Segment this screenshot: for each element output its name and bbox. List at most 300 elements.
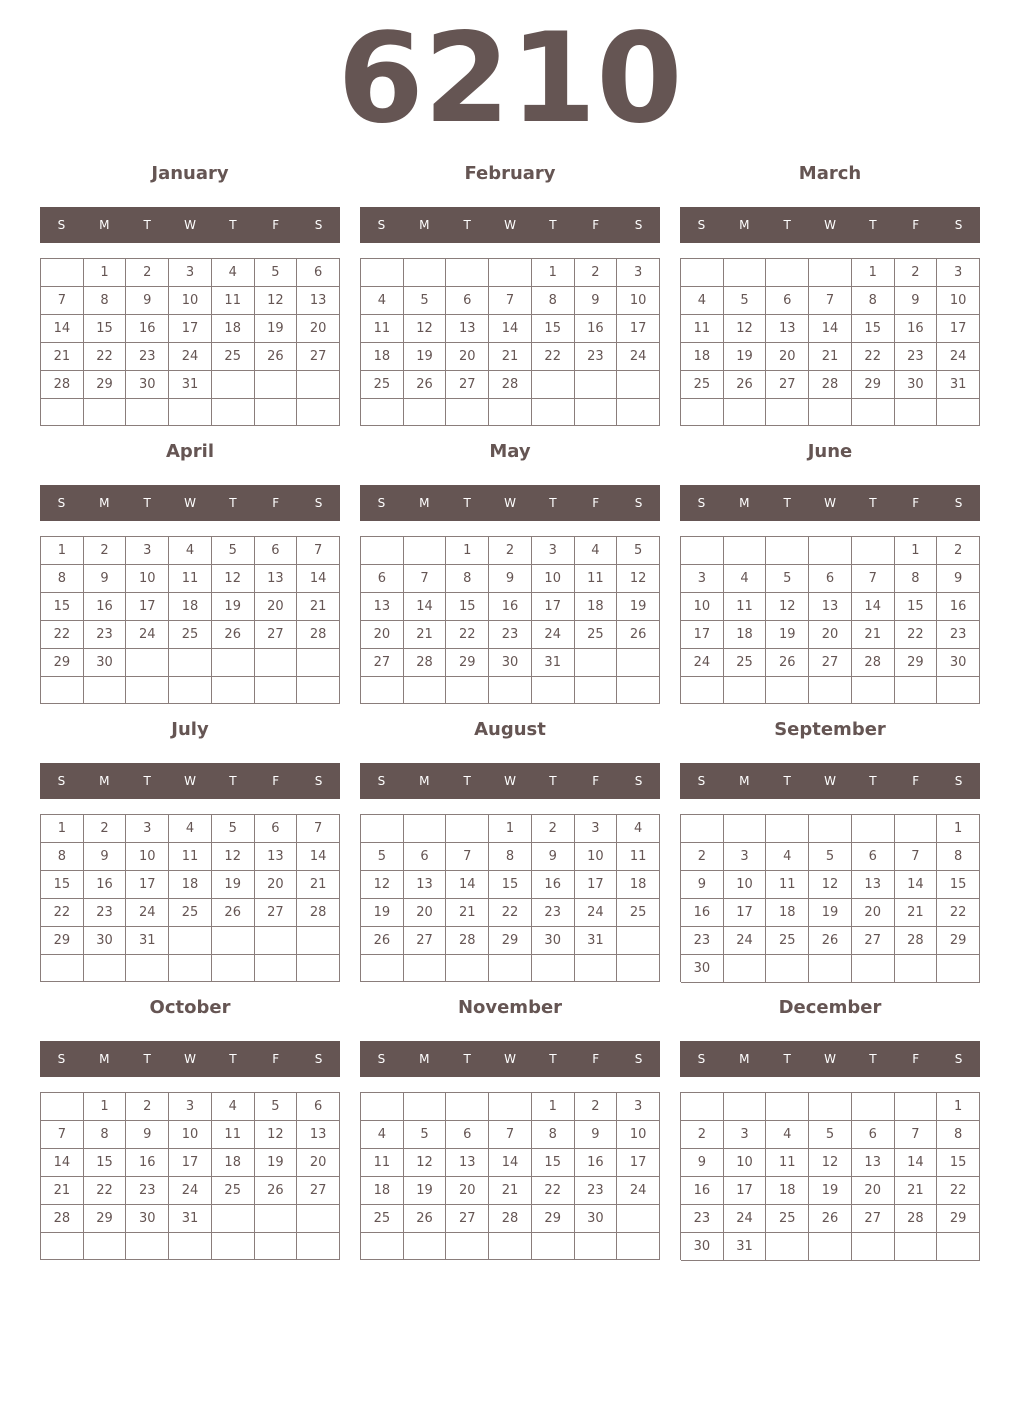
day-cell: 14	[895, 871, 938, 899]
day-cell: 29	[84, 1205, 127, 1233]
empty-cell	[255, 371, 298, 399]
empty-cell	[724, 677, 767, 704]
weekday-header	[40, 1041, 340, 1077]
day-cell: 20	[446, 343, 489, 371]
empty-cell	[297, 371, 340, 399]
empty-cell	[297, 927, 340, 955]
empty-cell	[169, 927, 212, 955]
day-cell: 21	[297, 593, 340, 621]
day-cell: 18	[169, 871, 212, 899]
empty-cell	[895, 399, 938, 426]
empty-cell	[297, 955, 340, 982]
weekday-label: S	[634, 1052, 643, 1066]
weekday-label: M	[99, 218, 110, 232]
day-cell: 16	[895, 315, 938, 343]
day-cell: 26	[766, 649, 809, 677]
weekday-header	[360, 485, 660, 521]
day-cell: 8	[489, 843, 532, 871]
weekday-label: T	[463, 496, 471, 510]
month-august	[360, 718, 660, 982]
day-cell: 5	[404, 287, 447, 315]
day-cell: 1	[41, 815, 84, 843]
day-cell: 24	[681, 649, 724, 677]
weekday-header	[40, 763, 340, 799]
empty-cell	[895, 677, 938, 704]
day-cell: 28	[895, 927, 938, 955]
weekday-label: T	[229, 496, 237, 510]
day-cell: 29	[41, 927, 84, 955]
day-cell: 13	[255, 843, 298, 871]
empty-cell	[532, 399, 575, 426]
empty-cell	[681, 1093, 724, 1121]
empty-cell	[724, 815, 767, 843]
weekday-label: T	[229, 218, 237, 232]
day-cell: 9	[681, 1149, 724, 1177]
day-cell: 21	[446, 899, 489, 927]
day-cell: 23	[575, 343, 618, 371]
day-cell: 24	[724, 927, 767, 955]
day-cell: 7	[489, 287, 532, 315]
empty-cell	[446, 955, 489, 982]
weekday-label: M	[739, 496, 750, 510]
day-cell: 27	[446, 371, 489, 399]
day-cell: 27	[766, 371, 809, 399]
day-cell: 24	[126, 899, 169, 927]
day-cell: 29	[532, 1205, 575, 1233]
empty-cell	[212, 371, 255, 399]
day-cell: 13	[852, 1149, 895, 1177]
day-cell: 29	[937, 927, 980, 955]
day-cell: 2	[126, 259, 169, 287]
day-cell: 20	[297, 1149, 340, 1177]
day-cell: 18	[212, 315, 255, 343]
empty-cell	[809, 1233, 852, 1261]
weekday-label: S	[634, 496, 643, 510]
empty-cell	[446, 677, 489, 704]
day-cell: 14	[895, 1149, 938, 1177]
day-cell: 4	[766, 1121, 809, 1149]
day-cell: 25	[361, 371, 404, 399]
empty-cell	[852, 537, 895, 565]
day-cell: 27	[297, 343, 340, 371]
day-cell: 27	[446, 1205, 489, 1233]
day-cell: 17	[617, 315, 660, 343]
empty-cell	[724, 537, 767, 565]
empty-cell	[724, 259, 767, 287]
year-title: 6210	[337, 7, 683, 151]
day-cell: 17	[724, 1177, 767, 1205]
day-cell: 2	[532, 815, 575, 843]
day-cell: 1	[937, 815, 980, 843]
empty-cell	[724, 399, 767, 426]
day-cell: 3	[532, 537, 575, 565]
day-cell: 27	[255, 899, 298, 927]
day-cell: 19	[809, 1177, 852, 1205]
empty-cell	[361, 259, 404, 287]
day-cell: 27	[852, 1205, 895, 1233]
day-cell: 4	[766, 843, 809, 871]
day-cell: 18	[212, 1149, 255, 1177]
day-cell: 1	[532, 1093, 575, 1121]
weekday-header	[680, 207, 980, 243]
day-cell: 11	[212, 1121, 255, 1149]
weekday-label: W	[184, 774, 196, 788]
day-cell: 5	[809, 1121, 852, 1149]
day-cell: 12	[361, 871, 404, 899]
day-cell: 1	[937, 1093, 980, 1121]
day-cell: 18	[724, 621, 767, 649]
day-cell: 24	[617, 343, 660, 371]
day-cell: 6	[404, 843, 447, 871]
weekday-label: W	[504, 218, 516, 232]
empty-cell	[681, 677, 724, 704]
empty-cell	[41, 399, 84, 426]
day-cell: 20	[404, 899, 447, 927]
day-cell: 5	[724, 287, 767, 315]
weekday-label: T	[783, 218, 791, 232]
day-cell: 5	[212, 815, 255, 843]
empty-cell	[255, 1205, 298, 1233]
weekday-label: F	[592, 218, 600, 232]
empty-cell	[361, 1093, 404, 1121]
day-cell: 21	[41, 1177, 84, 1205]
empty-cell	[84, 1233, 127, 1260]
weekday-label: F	[272, 496, 280, 510]
day-cell: 28	[41, 1205, 84, 1233]
day-cell: 12	[617, 565, 660, 593]
day-cell: 30	[489, 649, 532, 677]
day-grid	[40, 1092, 340, 1260]
day-cell: 10	[532, 565, 575, 593]
day-cell: 7	[852, 565, 895, 593]
day-cell: 19	[212, 593, 255, 621]
empty-cell	[681, 815, 724, 843]
empty-cell	[766, 537, 809, 565]
day-cell: 23	[84, 899, 127, 927]
day-cell: 20	[852, 1177, 895, 1205]
empty-cell	[212, 955, 255, 982]
weekday-label: T	[783, 1052, 791, 1066]
empty-cell	[489, 259, 532, 287]
day-cell: 4	[724, 565, 767, 593]
month-name: June	[807, 441, 853, 462]
day-cell: 19	[724, 343, 767, 371]
day-cell: 10	[575, 843, 618, 871]
month-march	[680, 162, 980, 426]
empty-cell	[84, 677, 127, 704]
day-cell: 22	[937, 1177, 980, 1205]
empty-cell	[489, 1233, 532, 1260]
day-cell: 16	[532, 871, 575, 899]
month-november	[360, 996, 660, 1260]
empty-cell	[809, 537, 852, 565]
day-cell: 3	[937, 259, 980, 287]
day-cell: 9	[575, 287, 618, 315]
day-cell: 28	[297, 621, 340, 649]
empty-cell	[126, 1233, 169, 1260]
day-cell: 18	[766, 1177, 809, 1205]
day-cell: 28	[809, 371, 852, 399]
weekday-header	[360, 1041, 660, 1077]
weekday-label: T	[143, 774, 151, 788]
empty-cell	[169, 649, 212, 677]
weekday-label: T	[229, 1052, 237, 1066]
day-cell: 28	[41, 371, 84, 399]
day-cell: 20	[809, 621, 852, 649]
empty-cell	[212, 927, 255, 955]
day-cell: 13	[297, 1121, 340, 1149]
day-cell: 31	[724, 1233, 767, 1261]
day-cell: 4	[169, 815, 212, 843]
day-cell: 25	[212, 343, 255, 371]
day-cell: 17	[681, 621, 724, 649]
empty-cell	[852, 815, 895, 843]
day-cell: 21	[404, 621, 447, 649]
weekday-label: S	[634, 218, 643, 232]
day-cell: 19	[361, 899, 404, 927]
weekday-label: T	[783, 496, 791, 510]
day-cell: 25	[169, 899, 212, 927]
day-cell: 5	[766, 565, 809, 593]
day-cell: 9	[126, 287, 169, 315]
day-cell: 11	[681, 315, 724, 343]
weekday-label: T	[869, 218, 877, 232]
empty-cell	[532, 1233, 575, 1260]
weekday-label: M	[419, 496, 430, 510]
empty-cell	[937, 399, 980, 426]
day-cell: 10	[724, 1149, 767, 1177]
weekday-label: F	[592, 774, 600, 788]
day-cell: 2	[681, 1121, 724, 1149]
empty-cell	[126, 955, 169, 982]
weekday-label: T	[869, 774, 877, 788]
month-name: December	[778, 997, 882, 1018]
day-cell: 4	[361, 1121, 404, 1149]
day-cell: 31	[532, 649, 575, 677]
day-cell: 18	[681, 343, 724, 371]
day-cell: 24	[532, 621, 575, 649]
empty-cell	[212, 399, 255, 426]
weekday-label: S	[377, 218, 386, 232]
weekday-label: S	[57, 1052, 66, 1066]
empty-cell	[361, 1233, 404, 1260]
weekday-label: M	[739, 1052, 750, 1066]
day-grid	[360, 814, 660, 982]
day-cell: 7	[446, 843, 489, 871]
day-cell: 8	[852, 287, 895, 315]
day-cell: 6	[852, 843, 895, 871]
day-cell: 24	[169, 343, 212, 371]
day-cell: 17	[532, 593, 575, 621]
empty-cell	[404, 1093, 447, 1121]
day-cell: 3	[169, 259, 212, 287]
weekday-header	[680, 485, 980, 521]
day-cell: 22	[84, 1177, 127, 1205]
day-cell: 16	[84, 871, 127, 899]
empty-cell	[212, 649, 255, 677]
day-cell: 8	[41, 565, 84, 593]
empty-cell	[532, 371, 575, 399]
day-cell: 14	[297, 843, 340, 871]
empty-cell	[617, 677, 660, 704]
day-cell: 23	[937, 621, 980, 649]
empty-cell	[895, 815, 938, 843]
weekday-label: S	[377, 1052, 386, 1066]
day-cell: 15	[446, 593, 489, 621]
day-cell: 30	[681, 955, 724, 983]
day-cell: 7	[809, 287, 852, 315]
day-cell: 16	[84, 593, 127, 621]
day-cell: 15	[937, 871, 980, 899]
day-cell: 14	[404, 593, 447, 621]
weekday-label: F	[272, 218, 280, 232]
day-cell: 8	[446, 565, 489, 593]
day-cell: 28	[852, 649, 895, 677]
day-cell: 3	[724, 1121, 767, 1149]
day-cell: 10	[617, 287, 660, 315]
day-cell: 4	[575, 537, 618, 565]
day-cell: 4	[617, 815, 660, 843]
day-cell: 31	[126, 927, 169, 955]
empty-cell	[937, 955, 980, 983]
weekday-header	[360, 207, 660, 243]
day-cell: 12	[255, 287, 298, 315]
day-cell: 24	[724, 1205, 767, 1233]
day-cell: 20	[361, 621, 404, 649]
day-cell: 26	[404, 1205, 447, 1233]
day-cell: 3	[126, 537, 169, 565]
day-cell: 12	[724, 315, 767, 343]
day-cell: 10	[169, 287, 212, 315]
day-cell: 8	[532, 1121, 575, 1149]
day-cell: 7	[895, 1121, 938, 1149]
day-cell: 25	[169, 621, 212, 649]
day-cell: 22	[489, 899, 532, 927]
empty-cell	[532, 677, 575, 704]
day-cell: 23	[895, 343, 938, 371]
day-cell: 11	[361, 315, 404, 343]
day-cell: 21	[852, 621, 895, 649]
day-cell: 21	[297, 871, 340, 899]
weekday-label: W	[824, 774, 836, 788]
empty-cell	[575, 1233, 618, 1260]
empty-cell	[852, 399, 895, 426]
empty-cell	[41, 677, 84, 704]
empty-cell	[532, 955, 575, 982]
day-cell: 25	[724, 649, 767, 677]
day-cell: 2	[937, 537, 980, 565]
empty-cell	[84, 955, 127, 982]
day-cell: 16	[937, 593, 980, 621]
weekday-label: M	[99, 774, 110, 788]
day-cell: 23	[532, 899, 575, 927]
empty-cell	[361, 955, 404, 982]
day-cell: 22	[41, 899, 84, 927]
day-cell: 26	[404, 371, 447, 399]
day-cell: 23	[489, 621, 532, 649]
empty-cell	[297, 677, 340, 704]
day-cell: 17	[575, 871, 618, 899]
empty-cell	[126, 677, 169, 704]
day-cell: 13	[809, 593, 852, 621]
day-cell: 28	[297, 899, 340, 927]
empty-cell	[446, 1233, 489, 1260]
empty-cell	[404, 677, 447, 704]
day-cell: 18	[361, 343, 404, 371]
empty-cell	[766, 955, 809, 983]
day-cell: 15	[41, 593, 84, 621]
day-cell: 9	[532, 843, 575, 871]
month-may	[360, 440, 660, 704]
day-cell: 3	[617, 1093, 660, 1121]
month-june	[680, 440, 980, 704]
day-cell: 17	[617, 1149, 660, 1177]
day-cell: 30	[84, 927, 127, 955]
day-cell: 31	[937, 371, 980, 399]
day-cell: 20	[446, 1177, 489, 1205]
day-cell: 11	[212, 287, 255, 315]
weekday-label: T	[463, 218, 471, 232]
empty-cell	[255, 677, 298, 704]
weekday-label: W	[824, 496, 836, 510]
weekday-header	[680, 763, 980, 799]
weekday-label: T	[549, 1052, 557, 1066]
day-cell: 27	[361, 649, 404, 677]
month-february	[360, 162, 660, 426]
day-cell: 9	[84, 565, 127, 593]
day-cell: 30	[575, 1205, 618, 1233]
day-cell: 24	[617, 1177, 660, 1205]
day-cell: 1	[84, 1093, 127, 1121]
empty-cell	[852, 677, 895, 704]
weekday-label: S	[57, 774, 66, 788]
empty-cell	[681, 537, 724, 565]
day-grid	[360, 536, 660, 704]
day-cell: 26	[617, 621, 660, 649]
day-cell: 8	[532, 287, 575, 315]
day-cell: 5	[404, 1121, 447, 1149]
empty-cell	[446, 1093, 489, 1121]
weekday-label: F	[912, 774, 920, 788]
day-cell: 22	[41, 621, 84, 649]
day-cell: 17	[169, 315, 212, 343]
day-cell: 10	[937, 287, 980, 315]
empty-cell	[617, 955, 660, 982]
weekday-label: S	[377, 496, 386, 510]
day-cell: 23	[126, 1177, 169, 1205]
empty-cell	[169, 955, 212, 982]
day-cell: 11	[724, 593, 767, 621]
weekday-label: M	[419, 774, 430, 788]
empty-cell	[41, 1233, 84, 1260]
day-cell: 15	[84, 315, 127, 343]
empty-cell	[255, 399, 298, 426]
day-cell: 7	[297, 815, 340, 843]
day-cell: 7	[41, 287, 84, 315]
empty-cell	[895, 1093, 938, 1121]
day-cell: 2	[895, 259, 938, 287]
day-cell: 18	[361, 1177, 404, 1205]
weekday-label: W	[184, 496, 196, 510]
empty-cell	[617, 371, 660, 399]
day-cell: 20	[255, 871, 298, 899]
day-cell: 1	[532, 259, 575, 287]
empty-cell	[297, 399, 340, 426]
empty-cell	[297, 649, 340, 677]
day-cell: 21	[489, 343, 532, 371]
empty-cell	[404, 259, 447, 287]
empty-cell	[297, 1233, 340, 1260]
